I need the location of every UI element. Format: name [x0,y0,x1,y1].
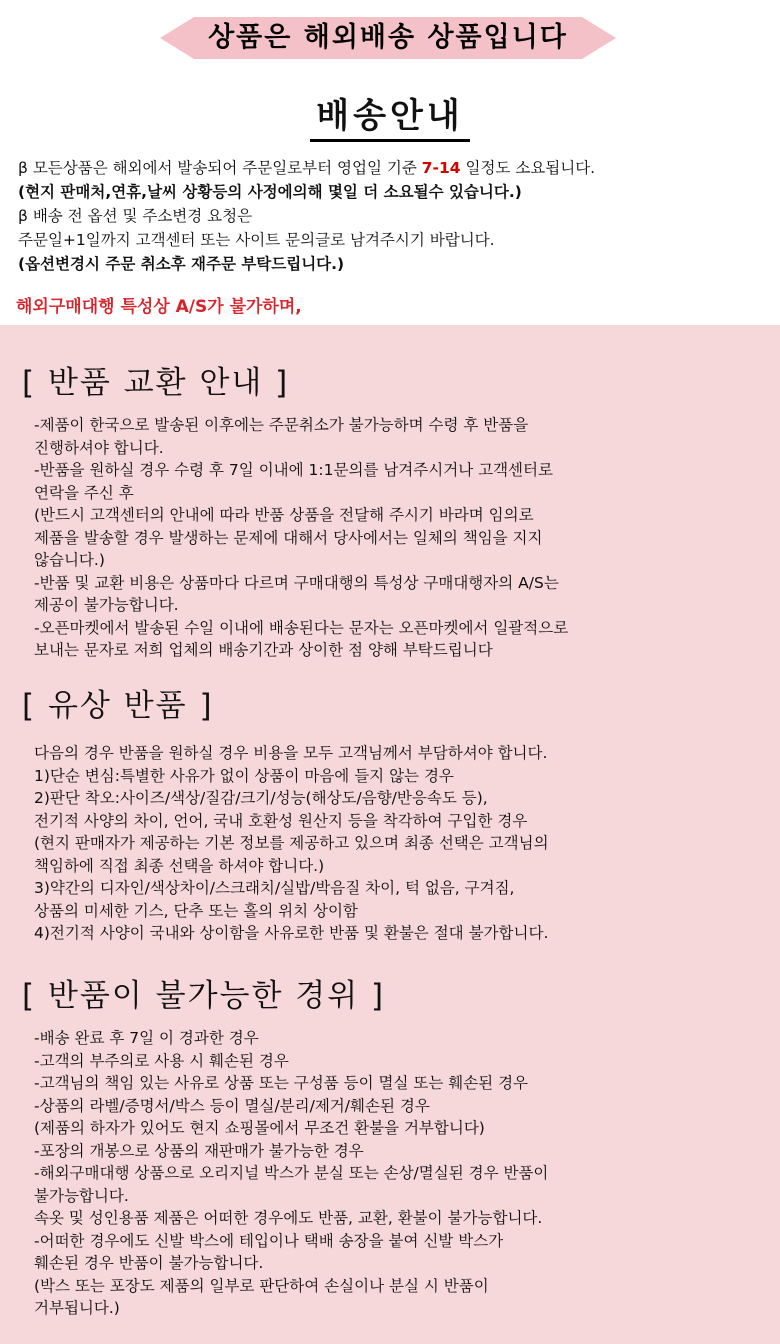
section-line: 거부됩니다.) [34,1299,120,1317]
section-line: 책임하에 직접 최종 선택을 하셔야 합니다.) [34,856,325,875]
shipping-title: 배송안내 [310,88,469,142]
section-line: -고객님의 책임 있는 사유로 상품 또는 구성품 등이 멸실 또는 훼손된 경우 [34,1074,529,1092]
notice-line-5: (옵션변경시 주문 취소후 재주문 부탁드립니다.) [18,255,345,273]
section-line: (현지 판매자가 제공하는 기본 정보를 제공하고 있으며 최종 선택은 고객님의 [34,834,549,852]
return-exchange-body [34,414,568,662]
section-line: 훼손된 경우 반품이 불가능합니다. [34,1254,264,1272]
notice-line-4: 주문일+1일까지 고객센터 또는 사이트 문의글로 남겨주시기 바랍니다. [18,231,495,249]
return-exchange-title: [ 반품 교환 안내 ] [22,365,290,401]
section-line: 속옷 및 성인용품 제품은 어떠한 경우에도 반품, 교환, 환불이 불가능합니다. [34,1209,543,1227]
section-line: -포장의 개봉으로 상품의 재판매가 불가능한 경우 [34,1141,364,1160]
section-line: 제공이 불가능합니다. [34,596,179,614]
section-line: -반품을 원하실 경우 수령 후 7일 이내에 1:1문의를 남겨주시거나 고객센터로 [34,461,553,479]
shipping-notice-area [0,0,780,322]
section-line: 보내는 문자로 저희 업체의 배송기간과 상이한 점 양해 부탁드립니다 [34,641,493,659]
section-line: 전기적 사양의 차이, 언어, 국내 호환성 원산지 등을 착각하여 구입한 경우 [34,811,528,830]
notice-line-1-suffix: 일정도 소요됩니다. [460,159,596,177]
notice-line-1-prefix: β 모든상품은 해외에서 발송되어 주문일로부터 영업일 기준 [18,159,422,177]
section-line: -제품이 한국으로 발송된 이후에는 주문취소가 불가능하며 수령 후 반품을 [34,416,529,434]
section-line: 1)단순 변심:특별한 사유가 없이 상품이 마음에 들지 않는 경우 [34,766,454,785]
delivery-days-highlight: 7-14 [421,159,461,177]
section-line: 4)전기적 사양이 국내와 상이함을 사유로한 반품 및 환불은 절대 불가합니다. [34,924,549,942]
section-line: 제품을 발송할 경우 발생하는 문제에 대해서 당사에서는 일체의 책임을 지지 [34,528,543,547]
section-line: (제품의 하자가 있어도 현지 쇼핑몰에서 무조건 환불을 거부합니다) [34,1119,485,1137]
section-line: (박스 또는 포장도 제품의 일부로 판단하여 손실이나 분실 시 반품이 [34,1276,489,1295]
paid-return-title: [ 유상 반품 ] [22,688,214,724]
section-line: -오픈마켓에서 발송된 수일 이내에 배송된다는 문자는 오픈마켓에서 일괄적으로 [34,618,569,637]
section-line: -해외구매대행 상품으로 오리지널 박스가 분실 또는 손상/멸실된 경우 반품이 [34,1164,549,1182]
section-line: 2)판단 착오:사이즈/색상/질감/크기/성능(해상도/음향/반응속도 등), [34,789,488,807]
section-line: 않습니다.) [34,551,105,569]
section-line: 불가능합니다. [34,1186,129,1205]
banner-text: 상품은 해외배송 상품입니다 [208,22,568,53]
notice-line-2: (현지 판매처,연휴,날씨 상황등의 사정에의해 몇일 더 소요될수 있습니다.) [18,183,522,201]
paid-return-body [34,742,549,945]
notice-line-1 [18,156,778,180]
shipping-notice [18,156,778,276]
section-line: -반품 및 교환 비용은 상품마다 다르며 구매대행의 특성상 구매대행자의 A/S는 [34,573,559,592]
non-returnable-body [34,1027,548,1320]
section-line: -상품의 라벨/증명서/박스 등이 멸실/분리/제거/훼손된 경우 [34,1096,430,1115]
section-line: -배송 완료 후 7일 이 경과한 경우 [34,1029,259,1047]
section-line: 다음의 경우 반품을 원하실 경우 비용을 모두 고객님께서 부담하셔야 합니다. [34,744,548,762]
shipping-title-wrap [0,88,780,142]
section-line: 3)약간의 디자인/색상차이/스크래치/실밥/박음질 차이, 턱 없음, 구겨짐, [34,879,515,897]
non-returnable-title: [ 반품이 불가능한 경위 ] [22,978,386,1014]
section-line: 상품의 미세한 기스, 단추 또는 홀의 위치 상이함 [34,901,358,920]
section-line: -고객의 부주의로 사용 시 훼손된 경우 [34,1051,289,1070]
section-line: 진행하셔야 합니다. [34,438,164,457]
as-unavailable-note: 해외구매대행 특성상 A/S가 불가하며, [16,297,302,317]
notice-line-3: β 배송 전 옵션 및 주소변경 요청은 [18,207,253,225]
overseas-shipping-banner [160,14,616,62]
section-line: -어떠한 경우에도 신발 박스에 테입이나 택배 송장을 붙여 신발 박스가 [34,1231,504,1250]
section-line: (반드시 고객센터의 안내에 따라 반품 상품을 전달해 주시기 바라며 임의로 [34,506,534,524]
section-line: 연락을 주신 후 [34,483,134,502]
